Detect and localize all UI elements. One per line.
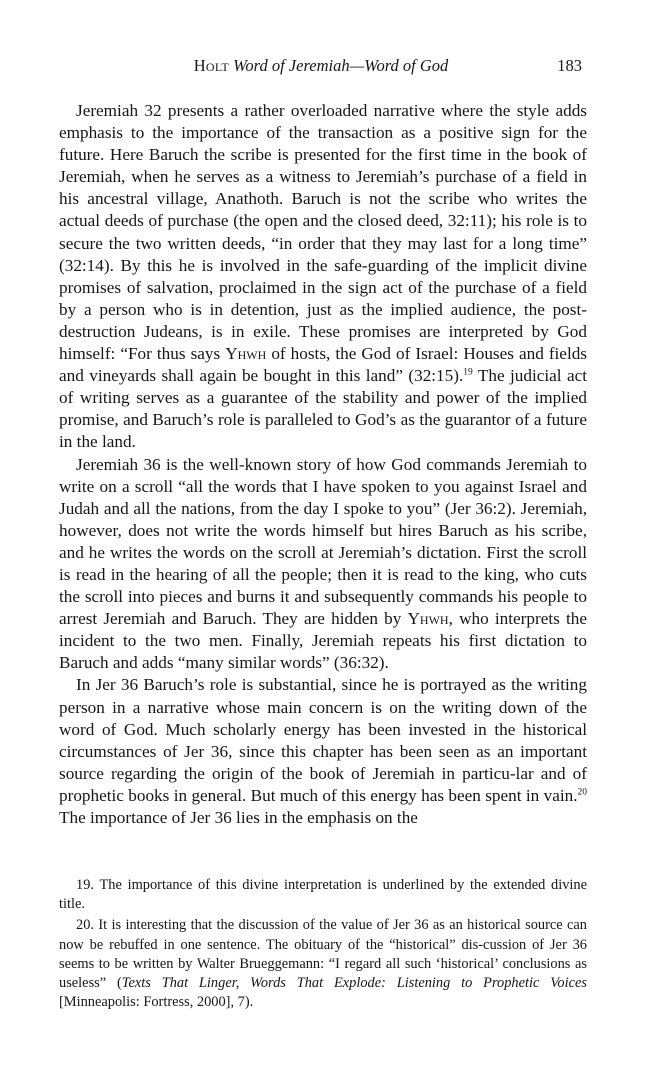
body-text bbox=[59, 100, 587, 829]
footnote-ref: 20 bbox=[577, 787, 587, 798]
running-head-author: Holt bbox=[193, 56, 230, 75]
paragraph: Jeremiah 36 is the well-known story of how God commands Jeremiah to write on a scroll “all the words that I have spoken to you against Israel and Judah and all the nations, from the day I spoke to you” (Jer 36:2). Jeremiah, however, does not write the words himself but hires Baruch as his scribe, and he writes the words on the scroll at Jeremiah’s dictation. First the scroll is read in the hearing of all the people; then it is read to the king, who cuts the scroll into pieces and burns it and subsequently commands his people to arrest Jeremiah and Baruch. They are hidden by Yhwh, who interprets the incident to the two men. Finally, Jeremiah repeats his first dictation to Baruch and adds “many similar words” (36:32). bbox=[59, 454, 587, 673]
footnotes bbox=[59, 876, 587, 1014]
footnote-19: 19. The importance of this divine interpretation is underlined by the extended divine title. bbox=[59, 877, 587, 913]
footnote-20: 20. It is interesting that the discussion of the value of Jer 36 as an historical source can now be rebuffed in one sentence. The obituary of the “historical” dis-cussion of Jer 36 seems to be written by Walter Brueggemann: “I regard all such ‘historical’ conclusions as useless” (Texts That Linger, Words That Explode: Listening to Prophetic Voices [Minneapolis: Fortress, 2000], 7). bbox=[59, 917, 587, 1011]
paragraph: Jeremiah 32 presents a rather overloaded narrative where the style adds emphasis to the importance of the transaction as a positive sign for the future. Here Baruch the scribe is presented for the first time in the book of Jeremiah, when he serves as a witness to Jeremiah’s purchase of a field in his ancestral village, Anathoth. Baruch is not the scribe who writes the actual deeds of purchase (the open and the closed deed, 32:11); his role is to secure the two written deeds, “in order that they may last for a long time” (32:14). By this he is involved in the safe-guarding of the implicit divine promises of salvation, proclaimed in the sign act of the purchase of a field by a person who is in detention, just as the implied audience, the post-destruction Judeans, is in exile. These promises are interpreted by God himself: “For thus says Yhwh of hosts, the God of Israel: Houses and fields and vineyards shall again be bought in this land” (32:15).$^{19}$ The judicial act of writing serves as a guarantee of the stability and power of the implied promise, and Baruch’s role is paralleled to God’s as the guarantor of a future in the land. bbox=[59, 101, 587, 452]
running-head-title: Word of Jeremiah—Word of God bbox=[233, 56, 449, 75]
paragraph: In Jer 36 Baruch’s role is substantial, since he is portrayed as the writing person in a narrative whose main concern is on the writing down of the word of God. Much scholarly energy has been invested in the historical circumstances of Jer 36, since this chapter has been seen as an important source regarding the origin of the book of Jeremiah in particu-lar and of prophetic books in general. But much of this energy has been spent in vain.$^{20}$ The importance of Jer 36 lies in the emphasis on the bbox=[59, 675, 587, 827]
divine-name: Yhwh bbox=[407, 609, 449, 629]
running-head bbox=[60, 56, 582, 78]
divine-name: Yhwh bbox=[225, 344, 267, 364]
footnote-ref: 19 bbox=[463, 367, 473, 378]
page-number: 183 bbox=[557, 56, 582, 75]
running-head-center bbox=[60, 56, 582, 76]
book-title: Texts That Linger, Words That Explode: Listening to Prophetic Voices bbox=[121, 975, 587, 992]
